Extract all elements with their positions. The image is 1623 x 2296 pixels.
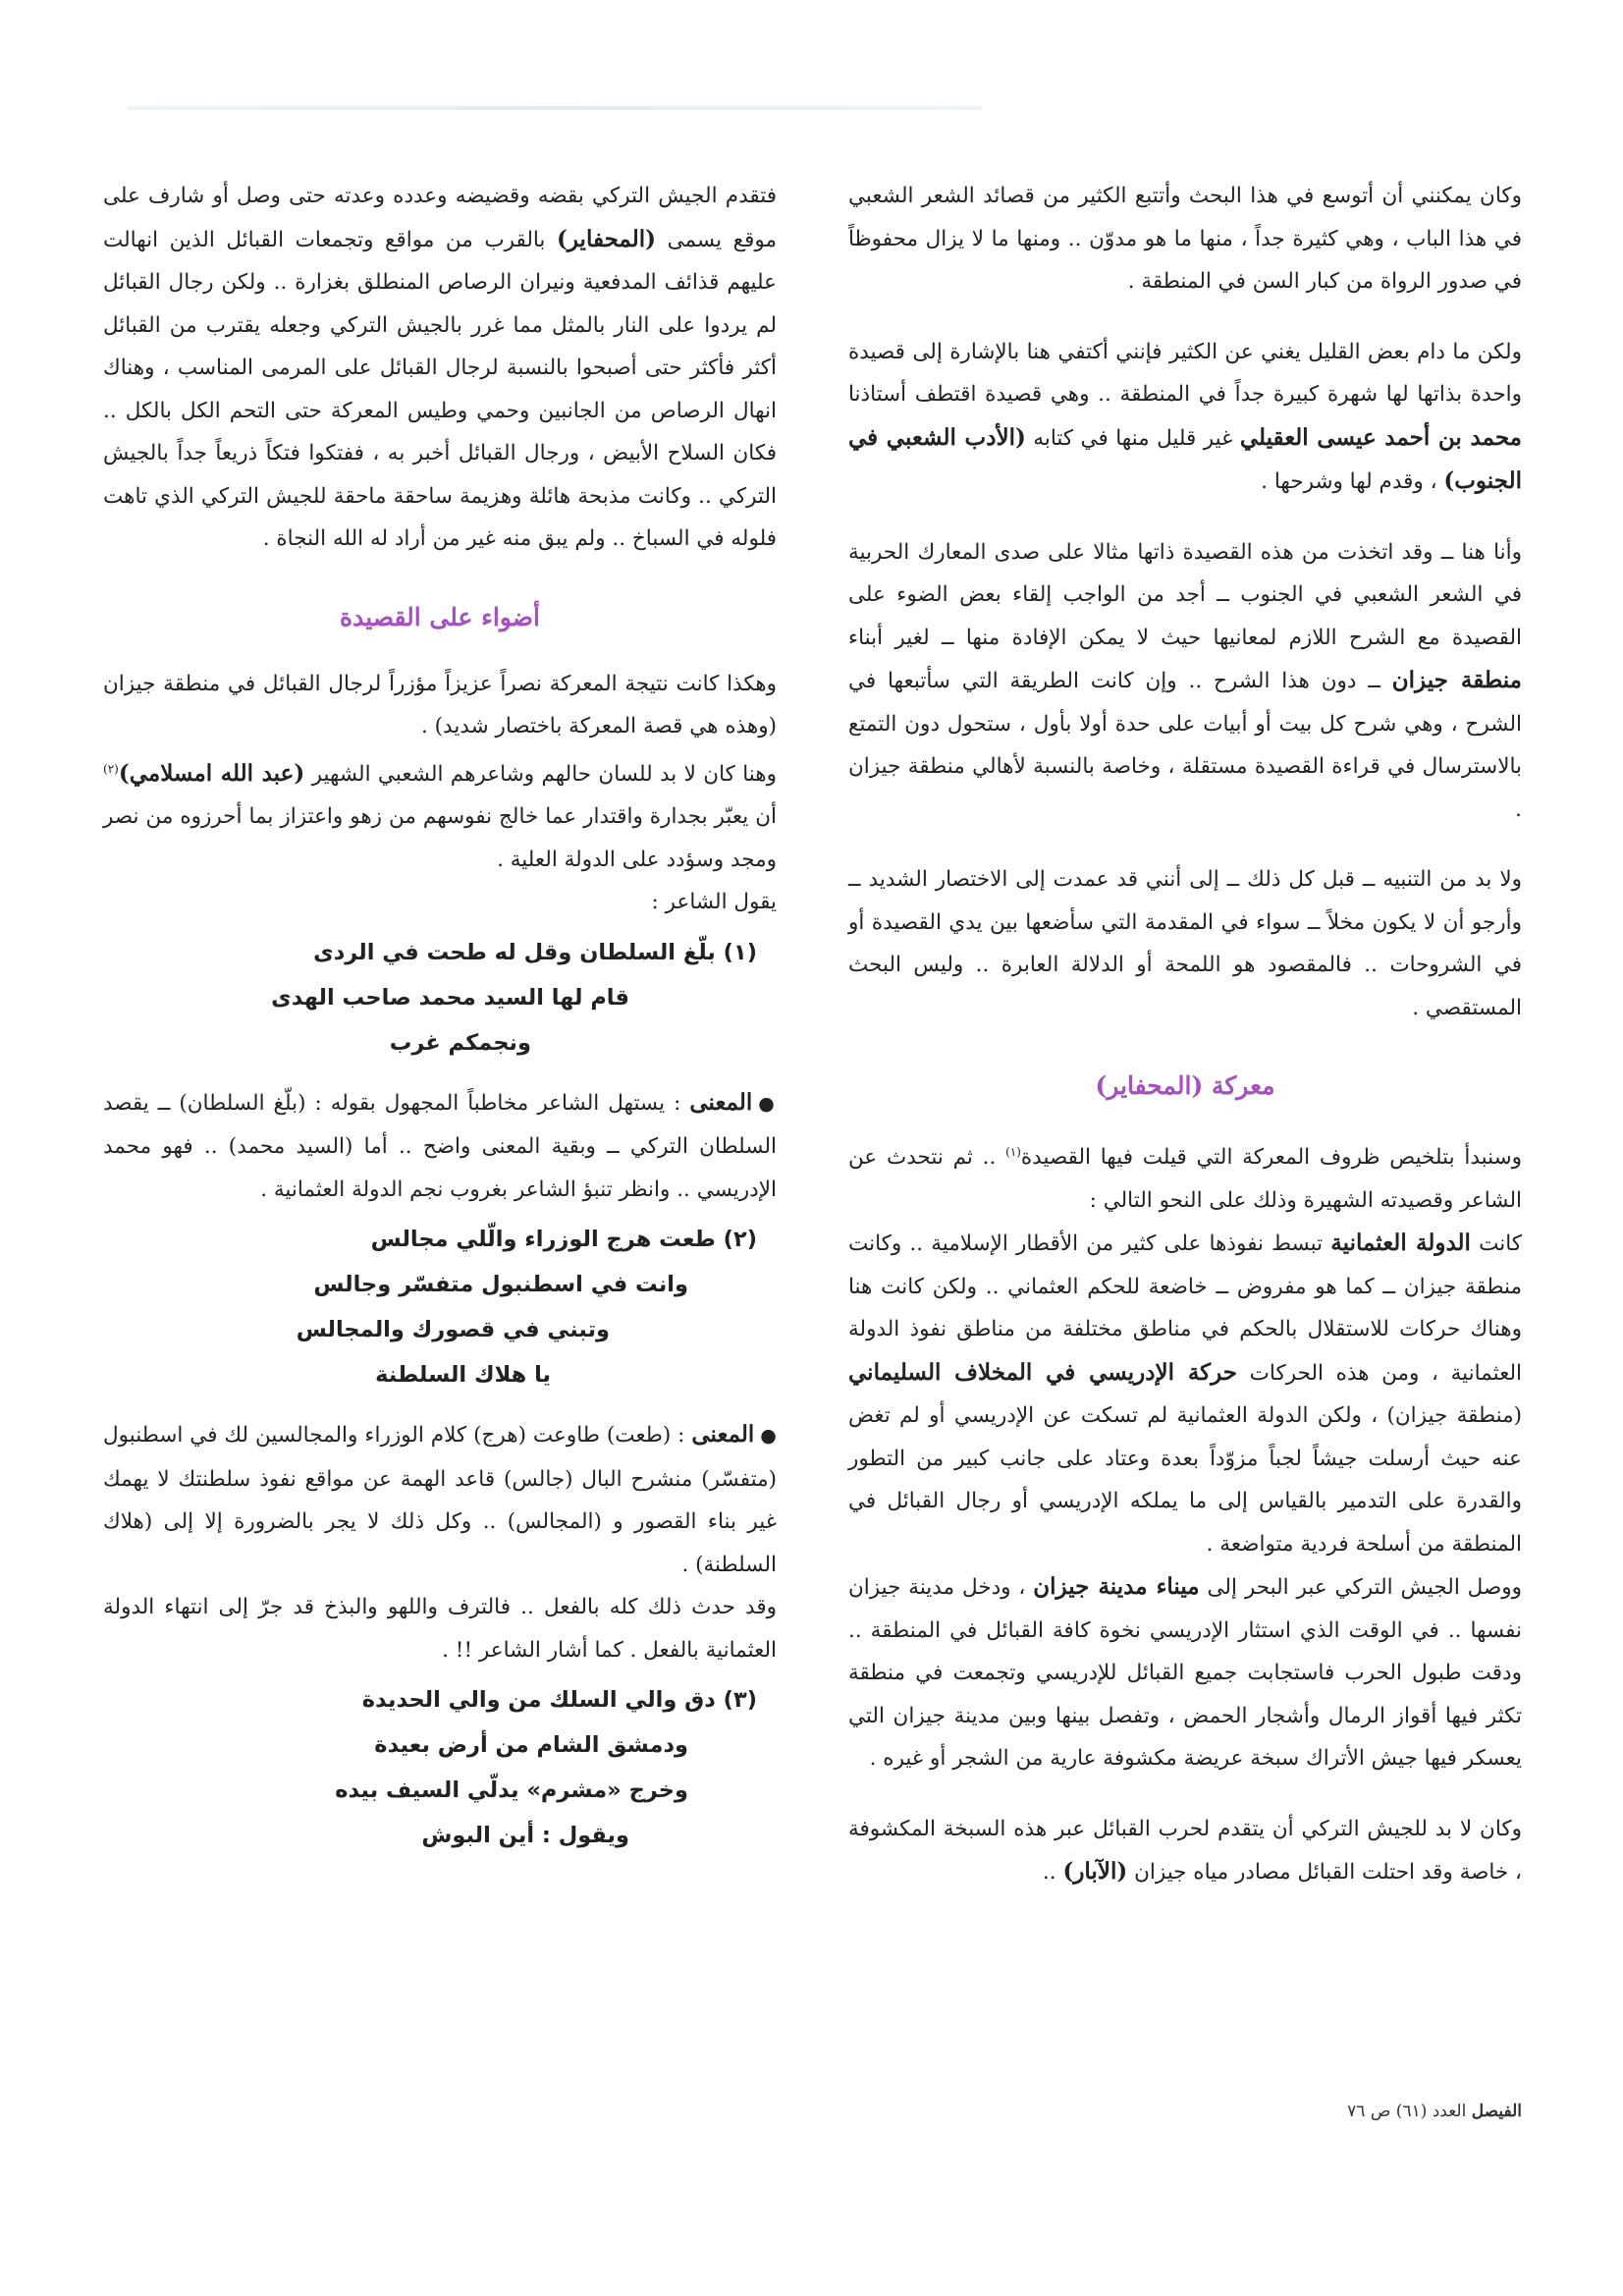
meaning-label: المعنى (691, 1421, 755, 1449)
state-name: الدولة العثمانية (1330, 1230, 1471, 1257)
bullet-icon: ● (760, 1425, 777, 1448)
author-name: محمد بن أحمد عيسى العقيلي (1239, 423, 1522, 451)
text: وكان لا بد للجيش التركي أن يتقدم لحرب القبائل عبر هذه السبخة المكشوفة ، خاصة وقد احتلت القبائل مصادر مياه جيزان (848, 1816, 1522, 1886)
paragraph (848, 1222, 1522, 1565)
issue-page: العدد (٦١) ص ٧٦ (1347, 2102, 1467, 2121)
text: وهنا كان لا بد للسان حالهم وشاعرهم الشعبي الشهير (304, 761, 777, 787)
verse-3 (103, 1677, 777, 1858)
paragraph (103, 175, 777, 561)
paragraph (848, 1565, 1522, 1780)
text: غير قليل منها في كتابه (1025, 425, 1240, 451)
text: : (طعت) طاوعت (هرج) كلام الوزراء والمجالسين لك في اسطنبول (متفسّر) منشرح البال (جالس) قاعد الهمة عن مواقع نفوذ سلطنتك لا يهمك غير بناء القصور و (المجالس) .. وكل ذلك لا يجر بالضرورة إلا إلى (هلاك السلطنة) . (103, 1423, 777, 1577)
header-rule (128, 106, 982, 110)
text: : يستهل الشاعر مخاطباً المجهول بقوله : (بلّغ السلطان) ــ يقصد السلطان التركي ــ وبقية المعنى واضح .. أما (السيد محمد) .. فهو محمد الإدريسي .. وانظر تنبؤ الشاعر بغروب نجم الدولة العثمانية . (103, 1090, 777, 1202)
left-column (103, 175, 777, 1872)
verse-2 (103, 1217, 777, 1397)
meaning-paragraph (103, 1081, 777, 1212)
paragraph: يقول الشاعر : (651, 890, 777, 915)
place-name: (المحفاير) (556, 225, 657, 252)
bullet-icon: ● (758, 1092, 777, 1115)
verse-line: (٢) طعت هرج الوزراء والّلي مجالس (370, 1227, 757, 1253)
right-column (848, 175, 1522, 1894)
meaning-label: المعنى (689, 1088, 753, 1116)
footnote-ref: (٢) (103, 761, 119, 776)
text: كانت (1470, 1231, 1522, 1257)
text: وأنا هنا ــ وقد اتخذت من هذه القصيدة ذاتها مثالا على صدى المعارك الحربية في الشعر الشعبي في الجنوب ــ أجد من الواجب إلقاء بعض الضوء على القصيدة مع الشرح اللازم لمعانيها حيث لا يمكن الإفادة منها ــ لغير أبناء (848, 539, 1522, 650)
text: أن يعبّر بجدارة واقتدار عما خالج نفوسهم من زهو واعتزاز بما أحرزوه من نصر ومجد وسؤدد على الدولة العلية . (103, 804, 777, 872)
section-title: معركة (المحفاير) (1095, 1071, 1275, 1100)
paragraph (848, 1131, 1522, 1222)
text: ولكن ما دام بعض القليل يغني عن الكثير فإنني أكتفي هنا بالإشارة إلى قصيدة واحدة بذاتها لها شهرة كبيرة جداً في المنطقة .. وهي قصيدة اقتطف أستاذنا (848, 339, 1522, 407)
verse-1 (103, 930, 777, 1066)
magazine-logo: الفيصل (1471, 2102, 1522, 2121)
text: ، وقدم لها وشرحها . (1261, 469, 1444, 494)
text: وسنبدأ بتلخيص ظروف المعركة التي قيلت فيها القصيدة (1020, 1145, 1522, 1171)
movement-name: حركة الإدريسي في المخلاف السليماني (848, 1358, 1238, 1386)
paragraph (848, 331, 1522, 504)
text: بالقرب من مواقع وتجمعات القبائل الذين انهالت عليهم قذائف المدفعية ونيران الرصاص المنطلق بغزارة .. ولكن رجال القبائل لم يردوا على النار بالمثل مما غرر بالجيش التركي وجعله يقترب من القبائل أكثر فأكثر حتى أصبحوا بالنسبة لرجال القبائل على المرمى المناسب ، وهناك انهال الرصاص من الجانبين وحمي وطيس المعركة حتى التحم الكل بالكل .. فكان السلاح الأبيض ، ورجال القبائل أخبر به ، ففتكوا فتكاً ذريعاً جداً بالجيش التركي .. وكانت مذبحة هائلة وهزيمة ساحقة ماحقة للجيش التركي الذي تاهت فلوله في السباخ .. ولم يبق منه غير من أراد له الله النجاة . (103, 227, 777, 551)
text: ، ودخل مدينة جيزان نفسها .. في الوقت الذي استثار الإدريسي نخوة كافة القبائل في المنطقة .. ودقت طبول الحرب فاستجابت جميع القبائل للإدريسي وتجمعت في منطقة تكثر فيها أقواز الرمال وأشجار الحمض ، وتفصل بينها وبين مدينة جيزان التي يعسكر فيها جيش الأتراك سبخة عريضة مكشوفة عارية من الشجر أو غيره . (848, 1575, 1522, 1772)
paragraph: وقد حدث ذلك كله بالفعل .. فالترف واللهو والبذخ قد جرّ إلى انتهاء الدولة العثمانية بالفعل . كما أشار الشاعر !! . (103, 1595, 777, 1663)
text: ووصل الجيش التركي عبر البحر إلى (1199, 1575, 1522, 1601)
paragraph (848, 1808, 1522, 1894)
verse-line: ويقول : أين البوش (421, 1823, 629, 1849)
book-title: (الأدب الشعبي في الجنوب) (848, 423, 1522, 494)
section-title: أضواء على القصيدة (340, 602, 540, 631)
verse-line: (٣) دق والي السلك من والي الحديدة (361, 1687, 757, 1714)
verse-line: وتبني في قصورك والمجالس (296, 1317, 610, 1343)
verse-line: (١) بلّغ السلطان وقل له طحت في الردى (313, 939, 757, 965)
text: تبسط نفوذها على كثير من الأقطار الإسلامية .. وكانت منطقة جيزان ــ كما هو مفروض ــ خاضعة للحكم العثماني .. ولكن كانت هنا وهناك حركات للاستقلال بالحكم في مناطق مختلفة من مناطق نفوذ الدولة العثمانية ، ومن هذه الحركات (848, 1231, 1522, 1386)
page-footer (1347, 2101, 1522, 2122)
verse-line: وخرج «مشرم» يدلّي السيف بيده (335, 1777, 688, 1804)
text: .. ثم نتحدث عن الشاعر وقصيدته الشهيرة وذلك على النحو التالي : (848, 1145, 1522, 1213)
text: .. (1042, 1860, 1063, 1886)
port-name: ميناء مدينة جيزان (1033, 1573, 1200, 1601)
wells-term: (الآبار) (1062, 1858, 1128, 1886)
footnote-ref: (١) (1005, 1145, 1021, 1159)
paragraph: وكان يمكنني أن أتوسع في هذا البحث وأتتبع الكثير من قصائد الشعر الشعبي في هذا الباب ، وهي كثيرة جداً ، منها ما هو مدوّن .. ومنها ما لا يزال محفوظاً في صدور الرواة من كبار السن في المنطقة . (848, 184, 1522, 294)
verse-line: ودمشق الشام من أرض بعيدة (374, 1732, 688, 1759)
verse-line: يا هلاك السلطنة (375, 1362, 551, 1389)
verse-line: قام لها السيد محمد صاحب الهدى (271, 984, 629, 1011)
text: ــ دون هذا الشرح .. وإن كانت الطريقة التي سأتبعها في الشرح ، وهي شرح كل بيت أو أبيات على حدة أولا بأول ، ستحول دون التمتع بالاسترسال في قراءة القصيدة مستقلة ، وخاصة بالنسبة لأهالي منطقة جيزان . (848, 669, 1522, 822)
region-name: منطقة جيزان (1391, 667, 1523, 693)
paragraph (848, 531, 1522, 832)
text: (منطقة جيزان) ، ولكن الدولة العثمانية لم تسكت عن الإدريسي أو لم تغض عنه حيث أرسلت جيشاً لجباً مزوّداً بعدة وعتاد على جانب كبير من التطور والقدرة على التدمير بالقياس إلى ما يملكه الإدريسي أو رجال القبائل في المنطقة من أسلحة فردية متواضعة . (848, 1403, 1522, 1557)
paragraph: ولا بد من التنبيه ــ قبل كل ذلك ــ إلى أنني قد عمدت إلى الاختصار الشديد ــ وأرجو أن لا يكون مخلاً ــ سواء في المقدمة التي سأضعها بين يدي القصيدة أو في الشروحات .. فالمقصود هو اللمحة أو الدلالة العابرة .. وليس البحث المستقصي . (848, 867, 1522, 1020)
verse-line: وانت في اسطنبول متفسّر وجالس (313, 1272, 688, 1298)
paragraph (103, 748, 777, 882)
poet-name: (عبد الله امسلامي) (118, 759, 305, 787)
verse-line: ونجمكم غرب (389, 1029, 531, 1056)
paragraph: وهكذا كانت نتيجة المعركة نصراً عزيزاً مؤزراً لرجال القبائل في منطقة جيزان (وهذه هي قصة المعركة باختصار شديد) . (103, 671, 777, 738)
meaning-paragraph (103, 1413, 777, 1586)
text: فتقدم الجيش التركي بقضه وقضيضه وعدده وعدته حتى وصل أو شارف على موقع يسمى (103, 184, 777, 252)
